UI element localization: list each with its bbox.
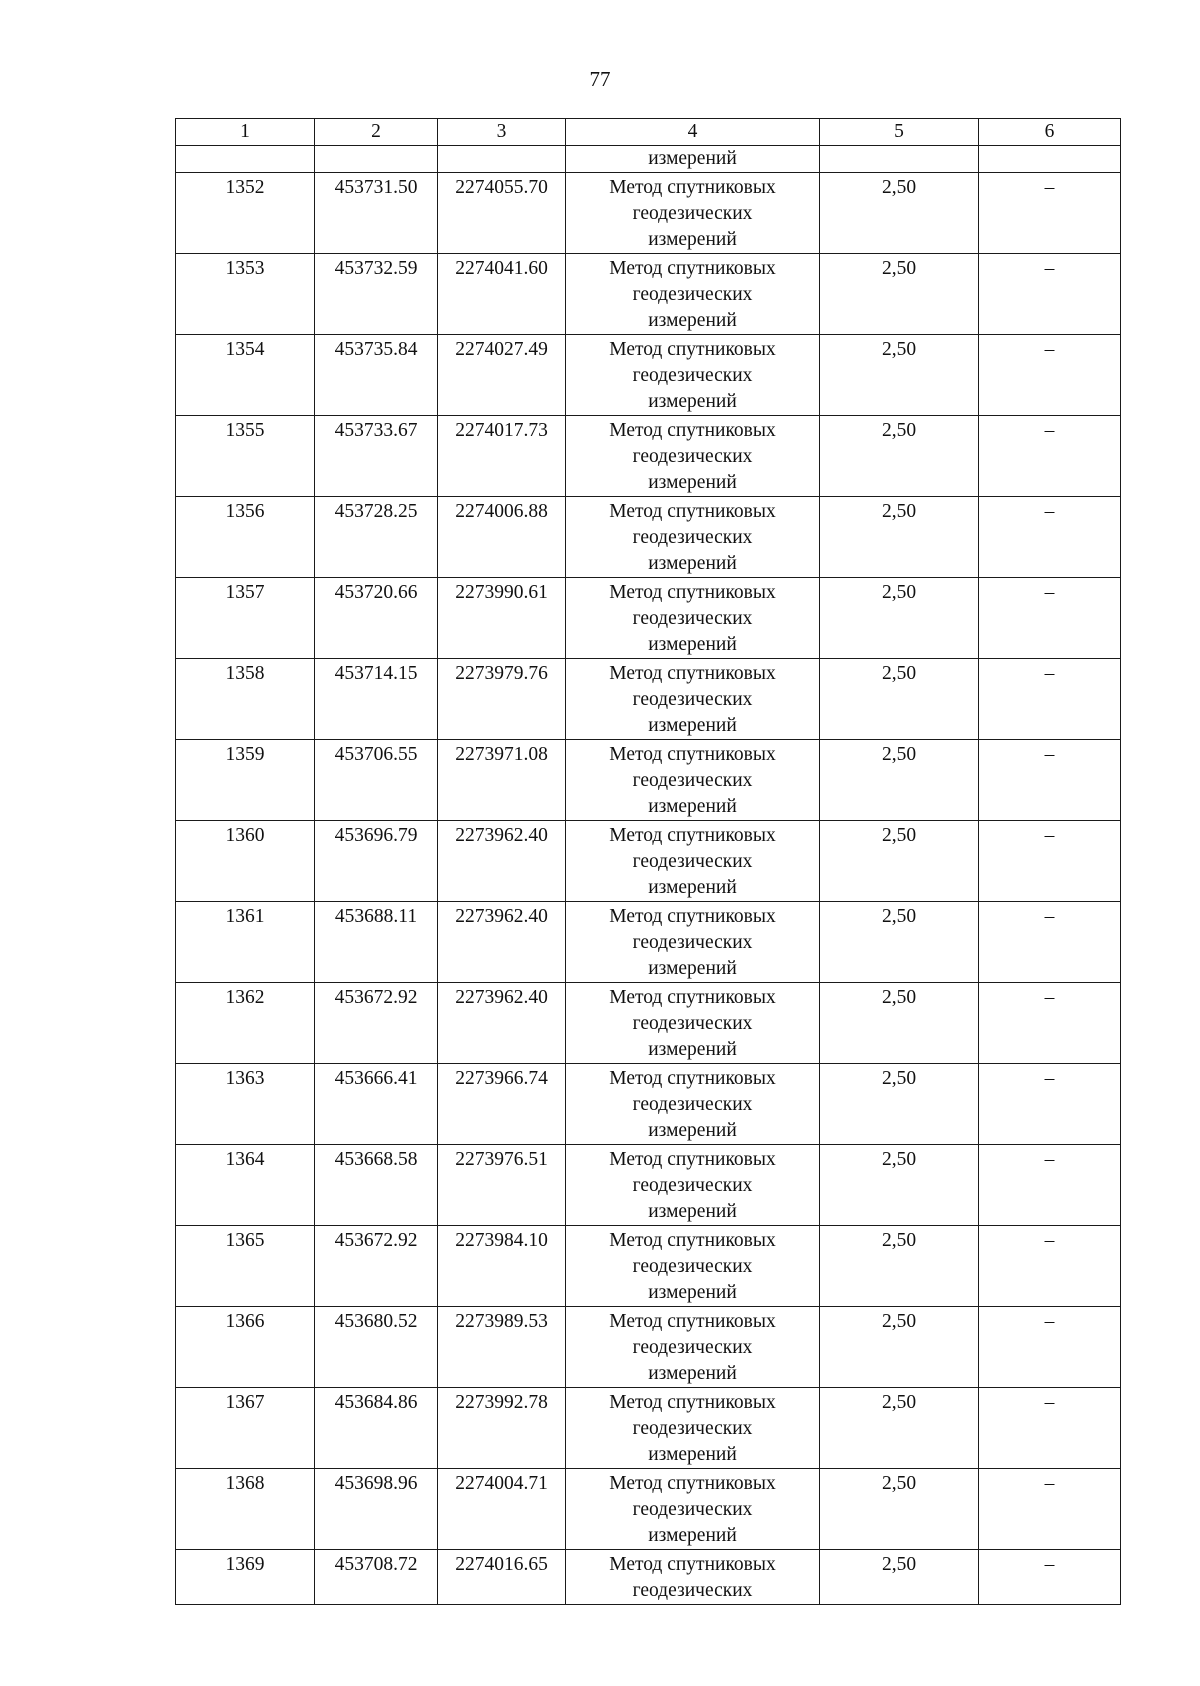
method-cell (566, 1145, 820, 1226)
point-number-cell: 1355 (176, 416, 315, 497)
method-cell (566, 983, 820, 1064)
method-line: геодезических (632, 1580, 753, 1601)
method-line: геодезических (632, 1418, 753, 1439)
point-number-cell: 1364 (176, 1145, 315, 1226)
method-line: измерений (648, 1039, 737, 1060)
table-row (176, 578, 1121, 659)
method-line: геодезических (632, 1094, 753, 1115)
note-cell: – (979, 254, 1121, 335)
method-cell (566, 740, 820, 821)
method-line: измерений (648, 1282, 737, 1303)
point-number-cell: 1360 (176, 821, 315, 902)
method-cell (566, 1388, 820, 1469)
method-line: измерений (648, 958, 737, 979)
method-line: измерений (648, 1444, 737, 1465)
method-cell (566, 416, 820, 497)
accuracy-cell: 2,50 (820, 578, 979, 659)
method-line: Метод спутниковых (609, 1230, 776, 1251)
continuation-row (176, 146, 1121, 173)
y-coordinate-cell: 2274041.60 (438, 254, 566, 335)
point-number-cell: 1354 (176, 335, 315, 416)
method-line: измерений (648, 715, 737, 736)
note-cell: – (979, 1469, 1121, 1550)
table-row (176, 497, 1121, 578)
accuracy-cell: 2,50 (820, 335, 979, 416)
method-line: Метод спутниковых (609, 1311, 776, 1332)
y-coordinate-cell: 2273989.53 (438, 1307, 566, 1388)
method-cell (566, 578, 820, 659)
method-cell (566, 1550, 820, 1605)
x-coordinate-cell: 453708.72 (315, 1550, 438, 1605)
note-cell: – (979, 335, 1121, 416)
accuracy-cell: 2,50 (820, 1145, 979, 1226)
method-line: измерений (648, 877, 737, 898)
table-row (176, 416, 1121, 497)
note-cell: – (979, 1226, 1121, 1307)
method-cell (566, 173, 820, 254)
y-coordinate-cell: 2274006.88 (438, 497, 566, 578)
accuracy-cell: 2,50 (820, 416, 979, 497)
method-line: измерений (648, 391, 737, 412)
point-number-cell: 1366 (176, 1307, 315, 1388)
table-row (176, 740, 1121, 821)
table-row (176, 173, 1121, 254)
x-coordinate-cell: 453732.59 (315, 254, 438, 335)
method-line: Метод спутниковых (609, 258, 776, 279)
method-line: измерений (648, 553, 737, 574)
method-line: Метод спутниковых (609, 663, 776, 684)
column-number: 3 (438, 119, 566, 146)
table-row (176, 1550, 1121, 1605)
note-cell: – (979, 497, 1121, 578)
note-cell: – (979, 578, 1121, 659)
y-coordinate-cell: 2273971.08 (438, 740, 566, 821)
method-continuation: измерений (566, 146, 820, 173)
column-number: 1 (176, 119, 315, 146)
coordinates-table (175, 118, 1121, 1605)
table-row (176, 1469, 1121, 1550)
y-coordinate-cell: 2273962.40 (438, 902, 566, 983)
table-row (176, 1064, 1121, 1145)
method-line: Метод спутниковых (609, 825, 776, 846)
point-number-cell: 1368 (176, 1469, 315, 1550)
x-coordinate-cell: 453731.50 (315, 173, 438, 254)
method-line: геодезических (632, 689, 753, 710)
note-cell: – (979, 173, 1121, 254)
note-cell: – (979, 1145, 1121, 1226)
x-coordinate-cell: 453735.84 (315, 335, 438, 416)
method-cell (566, 821, 820, 902)
method-line: Метод спутниковых (609, 1149, 776, 1170)
x-coordinate-cell: 453706.55 (315, 740, 438, 821)
y-coordinate-cell: 2273992.78 (438, 1388, 566, 1469)
method-line: Метод спутниковых (609, 582, 776, 603)
method-line: измерений (648, 1120, 737, 1141)
y-coordinate-cell: 2274055.70 (438, 173, 566, 254)
column-number: 2 (315, 119, 438, 146)
method-line: геодезических (632, 851, 753, 872)
y-coordinate-cell: 2273990.61 (438, 578, 566, 659)
accuracy-cell: 2,50 (820, 821, 979, 902)
accuracy-cell: 2,50 (820, 1469, 979, 1550)
method-line: Метод спутниковых (609, 339, 776, 360)
y-coordinate-cell: 2273979.76 (438, 659, 566, 740)
y-coordinate-cell: 2274027.49 (438, 335, 566, 416)
point-number-cell: 1369 (176, 1550, 315, 1605)
column-number-row (176, 119, 1121, 146)
method-line: геодезических (632, 608, 753, 629)
method-line: геодезических (632, 1175, 753, 1196)
method-line: геодезических (632, 446, 753, 467)
x-coordinate-cell: 453672.92 (315, 983, 438, 1064)
accuracy-cell: 2,50 (820, 1307, 979, 1388)
table-row (176, 902, 1121, 983)
x-coordinate-cell: 453672.92 (315, 1226, 438, 1307)
accuracy-cell: 2,50 (820, 983, 979, 1064)
table-row (176, 254, 1121, 335)
x-coordinate-cell: 453698.96 (315, 1469, 438, 1550)
table-row (176, 335, 1121, 416)
table-row (176, 659, 1121, 740)
y-coordinate-cell: 2274017.73 (438, 416, 566, 497)
method-line: геодезических (632, 770, 753, 791)
accuracy-cell: 2,50 (820, 659, 979, 740)
x-coordinate-cell: 453666.41 (315, 1064, 438, 1145)
point-number-cell: 1359 (176, 740, 315, 821)
note-cell: – (979, 902, 1121, 983)
point-number-cell: 1361 (176, 902, 315, 983)
point-number-cell: 1363 (176, 1064, 315, 1145)
method-line: геодезических (632, 527, 753, 548)
note-cell: – (979, 983, 1121, 1064)
empty-cell (315, 146, 438, 173)
accuracy-cell: 2,50 (820, 173, 979, 254)
method-line: измерений (648, 796, 737, 817)
note-cell: – (979, 1307, 1121, 1388)
y-coordinate-cell: 2273962.40 (438, 821, 566, 902)
accuracy-cell: 2,50 (820, 1226, 979, 1307)
method-cell (566, 902, 820, 983)
x-coordinate-cell: 453728.25 (315, 497, 438, 578)
point-number-cell: 1357 (176, 578, 315, 659)
method-cell (566, 1307, 820, 1388)
note-cell: – (979, 416, 1121, 497)
y-coordinate-cell: 2273966.74 (438, 1064, 566, 1145)
table-row (176, 1226, 1121, 1307)
method-cell (566, 659, 820, 740)
method-line: геодезических (632, 1013, 753, 1034)
table-row (176, 1307, 1121, 1388)
method-line: Метод спутниковых (609, 420, 776, 441)
x-coordinate-cell: 453696.79 (315, 821, 438, 902)
method-line: Метод спутниковых (609, 177, 776, 198)
method-line: Метод спутниковых (609, 1473, 776, 1494)
method-line: измерений (648, 1363, 737, 1384)
empty-cell (979, 146, 1121, 173)
method-line: геодезических (632, 284, 753, 305)
y-coordinate-cell: 2274016.65 (438, 1550, 566, 1605)
y-coordinate-cell: 2274004.71 (438, 1469, 566, 1550)
method-cell (566, 335, 820, 416)
point-number-cell: 1365 (176, 1226, 315, 1307)
note-cell: – (979, 821, 1121, 902)
method-line: Метод спутниковых (609, 501, 776, 522)
accuracy-cell: 2,50 (820, 740, 979, 821)
method-line: измерений (648, 1201, 737, 1222)
method-line: геодезических (632, 203, 753, 224)
method-line: Метод спутниковых (609, 987, 776, 1008)
method-line: измерений (648, 229, 737, 250)
method-line: геодезических (632, 1256, 753, 1277)
accuracy-cell: 2,50 (820, 497, 979, 578)
method-line: измерений (648, 1525, 737, 1546)
column-number: 6 (979, 119, 1121, 146)
note-cell: – (979, 740, 1121, 821)
method-line: измерений (648, 310, 737, 331)
method-line: Метод спутниковых (609, 1068, 776, 1089)
method-line: измерений (648, 472, 737, 493)
x-coordinate-cell: 453684.86 (315, 1388, 438, 1469)
x-coordinate-cell: 453688.11 (315, 902, 438, 983)
empty-cell (820, 146, 979, 173)
x-coordinate-cell: 453668.58 (315, 1145, 438, 1226)
accuracy-cell: 2,50 (820, 902, 979, 983)
table-row (176, 1145, 1121, 1226)
page-number: 77 (589, 67, 611, 91)
method-line: геодезических (632, 1337, 753, 1358)
point-number-cell: 1362 (176, 983, 315, 1064)
note-cell: – (979, 1388, 1121, 1469)
method-line: геодезических (632, 365, 753, 386)
method-line: геодезических (632, 1499, 753, 1520)
point-number-cell: 1356 (176, 497, 315, 578)
column-number: 4 (566, 119, 820, 146)
accuracy-cell: 2,50 (820, 1550, 979, 1605)
method-cell (566, 1469, 820, 1550)
method-cell (566, 1064, 820, 1145)
note-cell: – (979, 659, 1121, 740)
y-coordinate-cell: 2273976.51 (438, 1145, 566, 1226)
y-coordinate-cell: 2273962.40 (438, 983, 566, 1064)
method-line: Метод спутниковых (609, 744, 776, 765)
x-coordinate-cell: 453714.15 (315, 659, 438, 740)
table-row (176, 821, 1121, 902)
method-line: измерений (648, 634, 737, 655)
table-body (176, 119, 1121, 1605)
method-cell (566, 1226, 820, 1307)
method-line: геодезических (632, 932, 753, 953)
empty-cell (438, 146, 566, 173)
point-number-cell: 1358 (176, 659, 315, 740)
point-number-cell: 1352 (176, 173, 315, 254)
empty-cell (176, 146, 315, 173)
method-line: Метод спутниковых (609, 906, 776, 927)
point-number-cell: 1367 (176, 1388, 315, 1469)
accuracy-cell: 2,50 (820, 1064, 979, 1145)
x-coordinate-cell: 453733.67 (315, 416, 438, 497)
note-cell: – (979, 1550, 1121, 1605)
note-cell: – (979, 1064, 1121, 1145)
table-row (176, 983, 1121, 1064)
table-row (176, 1388, 1121, 1469)
y-coordinate-cell: 2273984.10 (438, 1226, 566, 1307)
method-cell (566, 497, 820, 578)
accuracy-cell: 2,50 (820, 1388, 979, 1469)
column-number: 5 (820, 119, 979, 146)
accuracy-cell: 2,50 (820, 254, 979, 335)
method-line: Метод спутниковых (609, 1554, 776, 1575)
method-line: Метод спутниковых (609, 1392, 776, 1413)
point-number-cell: 1353 (176, 254, 315, 335)
x-coordinate-cell: 453680.52 (315, 1307, 438, 1388)
method-cell (566, 254, 820, 335)
x-coordinate-cell: 453720.66 (315, 578, 438, 659)
